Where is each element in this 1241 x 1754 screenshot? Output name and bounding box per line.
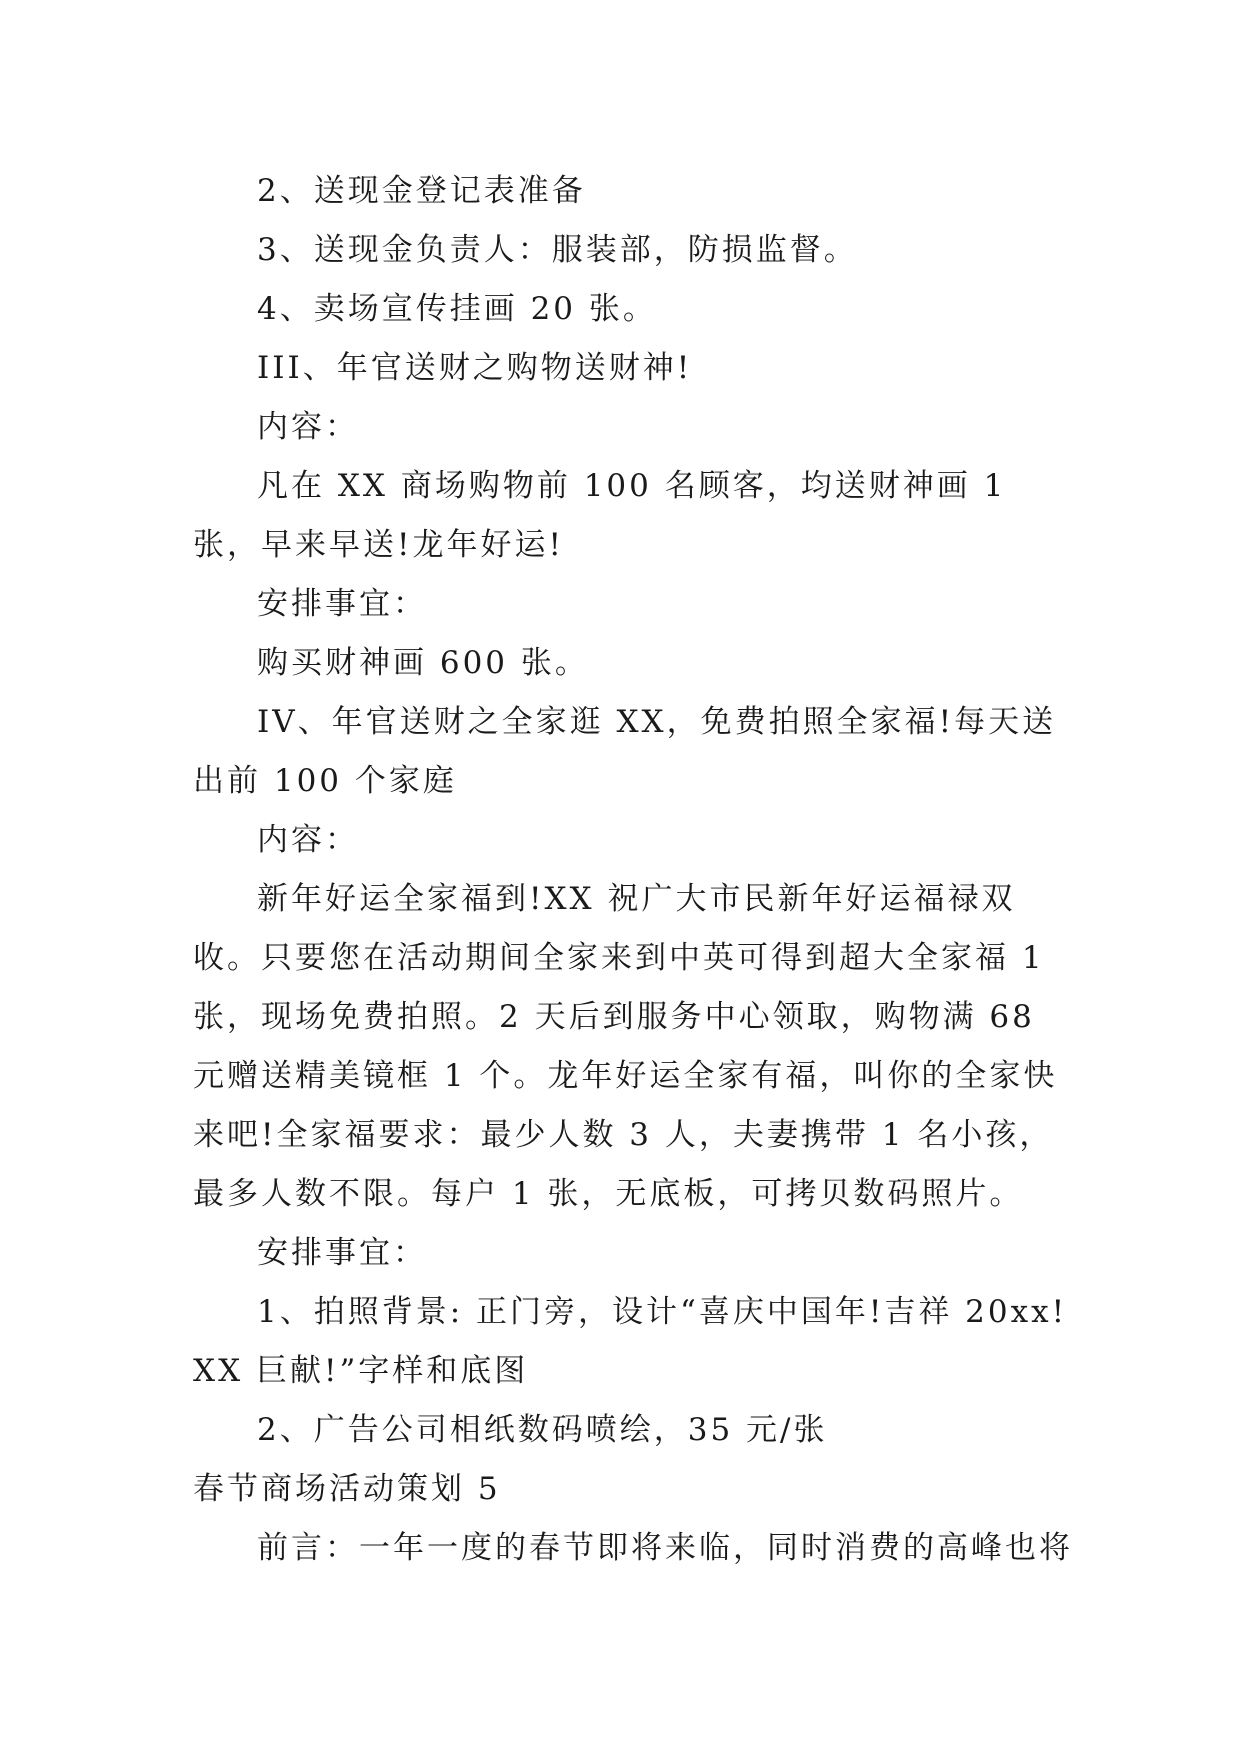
paragraph: 2、送现金登记表准备: [257, 173, 586, 209]
paragraph: 前言：一年一度的春节即将来临，同时消费的高峰也将: [257, 1530, 1073, 1566]
paragraph-label: 安排事宜：: [257, 1235, 427, 1271]
section-heading: IV、年官送财之全家逛 XX，免费拍照全家福!每天送出前 100 个家庭: [193, 704, 1057, 799]
paragraph: 凡在 XX 商场购物前 100 名顾客，均送财神画 1 张，早来早送!龙年好运!: [193, 468, 1007, 563]
paragraph-label: 安排事宜：: [257, 586, 427, 622]
paragraph: 购买财神画 600 张。: [257, 645, 589, 681]
paragraph: 4、卖场宣传挂画 20 张。: [257, 291, 657, 327]
paragraph: 1、拍照背景: 正门旁，设计“喜庆中国年!吉祥 20xx!XX 巨献!”字样和底图: [193, 1294, 1068, 1389]
paragraph: 3、送现金负责人：服装部，防损监督。: [257, 232, 858, 268]
paragraph-label: 内容：: [257, 409, 359, 445]
document-body: [193, 162, 1073, 1578]
paragraph: 2、广告公司相纸数码喷绘，35 元/张: [257, 1412, 828, 1448]
section-heading: III、年官送财之购物送财神!: [257, 350, 693, 386]
document-title: 春节商场活动策划 5: [193, 1471, 501, 1507]
paragraph: 新年好运全家福到!XX 祝广大市民新年好运福禄双收。只要您在活动期间全家来到中英可得到超大全家福 1 张，现场免费拍照。2 天后到服务中心领取，购物满 68 元赠送精美镜框 1 个。龙年好运全家有福，叫你的全家快来吧!全家福要求：最少人数 3 人，夫妻携带 1 名小孩，最多人数不限。每户 1 张，无底板，可拷贝数码照片。: [193, 881, 1058, 1212]
paragraph-label: 内容：: [257, 822, 359, 858]
